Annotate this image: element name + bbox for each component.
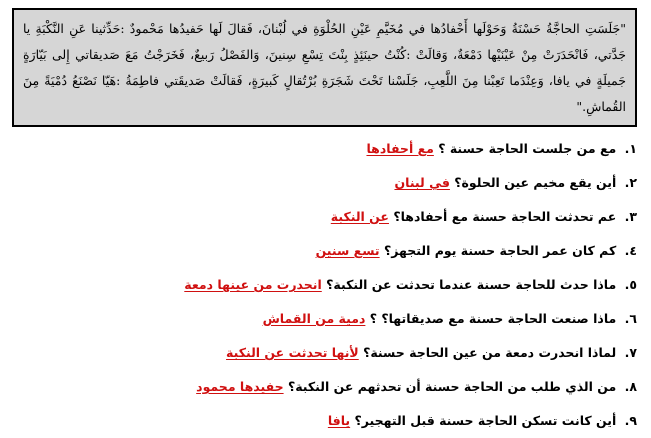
question-text: ماذا صنعت الحاجة حسنة مع صديقاتها؟ ؟ xyxy=(369,311,617,326)
question-number: ٥. xyxy=(624,277,637,292)
answer-text: تسع سنين xyxy=(315,243,380,258)
question-item-9 xyxy=(12,404,637,438)
question-number: ٣. xyxy=(624,209,637,224)
question-item-1 xyxy=(12,132,637,166)
question-item-2 xyxy=(12,166,637,200)
answer-text: في لبنان xyxy=(394,175,450,190)
answer-text: عن النكبة xyxy=(330,209,389,224)
question-text: أين كانت تسكن الحاجة حسنة قبل التهجير؟ xyxy=(354,413,617,428)
answer-text: دمية من القماش xyxy=(262,311,366,326)
reading-passage xyxy=(12,8,637,127)
question-text: مع من جلست الحاجة حسنة ؟ xyxy=(438,141,617,156)
answer-text: يافا xyxy=(327,413,351,428)
question-text: من الذي طلب من الحاجة حسنة أن تحدثهم عن النكبة؟ xyxy=(287,379,617,394)
answer-text: انحدرت من عينها دمعة xyxy=(184,277,322,292)
question-item-5 xyxy=(12,268,637,302)
question-text: كم كان عمر الحاجة حسنة يوم التجهز؟ xyxy=(383,243,617,258)
answer-text: لأنها تحدثت عن النكبة xyxy=(226,345,359,360)
question-number: ٦. xyxy=(624,311,637,326)
question-text: لماذا انحدرت دمعة من عين الحاجة حسنة؟ xyxy=(363,345,617,360)
answer-text: حفيدها محمود xyxy=(196,379,284,394)
question-item-7 xyxy=(12,336,637,370)
question-text: أين يقع مخيم عين الحلوة؟ xyxy=(454,175,617,190)
answer-text: مع أحفادها xyxy=(366,141,434,156)
question-number: ٩. xyxy=(624,413,637,428)
question-item-8 xyxy=(12,370,637,404)
question-item-4 xyxy=(12,234,637,268)
question-item-3 xyxy=(12,200,637,234)
question-number: ١. xyxy=(624,141,637,156)
question-number: ٤. xyxy=(624,243,637,258)
question-number: ٧. xyxy=(624,345,637,360)
question-list xyxy=(12,132,637,438)
question-item-6 xyxy=(12,302,637,336)
passage-text: "جَلَسَتِ الحاجَّةُ حَسْنَةُ وَحَوْلَها أَحْفادُها في مُخَيَّمِ عَيْنِ الحُلْوَةِ في لُبْنانَ، فَقالَ لَها حَفيدُها مَحْمودٌ :حَدِّثينا عَنِ النَّكْبَةِ يا جَدَّتي، فَانْحَدَرَتْ مِنْ عَيْنَيْها دَمْعَةٌ، وَقالَتْ :كُنْتُ حينَئِذٍ بِنْتَ تِسْعِ سِنينَ، وَالفَصْلُ رَبيعٌ، فَخَرَجْتُ مَعَ صَديقاتي إِلى بَيّارَةٍ جَميلَةٍ في يافا، وَعِنْدَما تَعِبْنا مِنَ اللَّعِبِ، جَلَسْنا تَحْتَ شَجَرَةِ بُرْتُقالٍ كَبيرَةٍ، فَقالَتْ صَديقَتي فاطِمَةُ :هَيّا نَصْنَعُ دُمْيَةً مِنَ القُماشِ." xyxy=(23,21,626,114)
question-number: ٨. xyxy=(624,379,637,394)
question-number: ٢. xyxy=(624,175,637,190)
question-text: عم تحدثت الحاجة حسنة مع أحفادها؟ xyxy=(393,209,617,224)
question-text: ماذا حدث للحاجة حسنة عندما تحدثت عن النكبة؟ xyxy=(326,277,617,292)
